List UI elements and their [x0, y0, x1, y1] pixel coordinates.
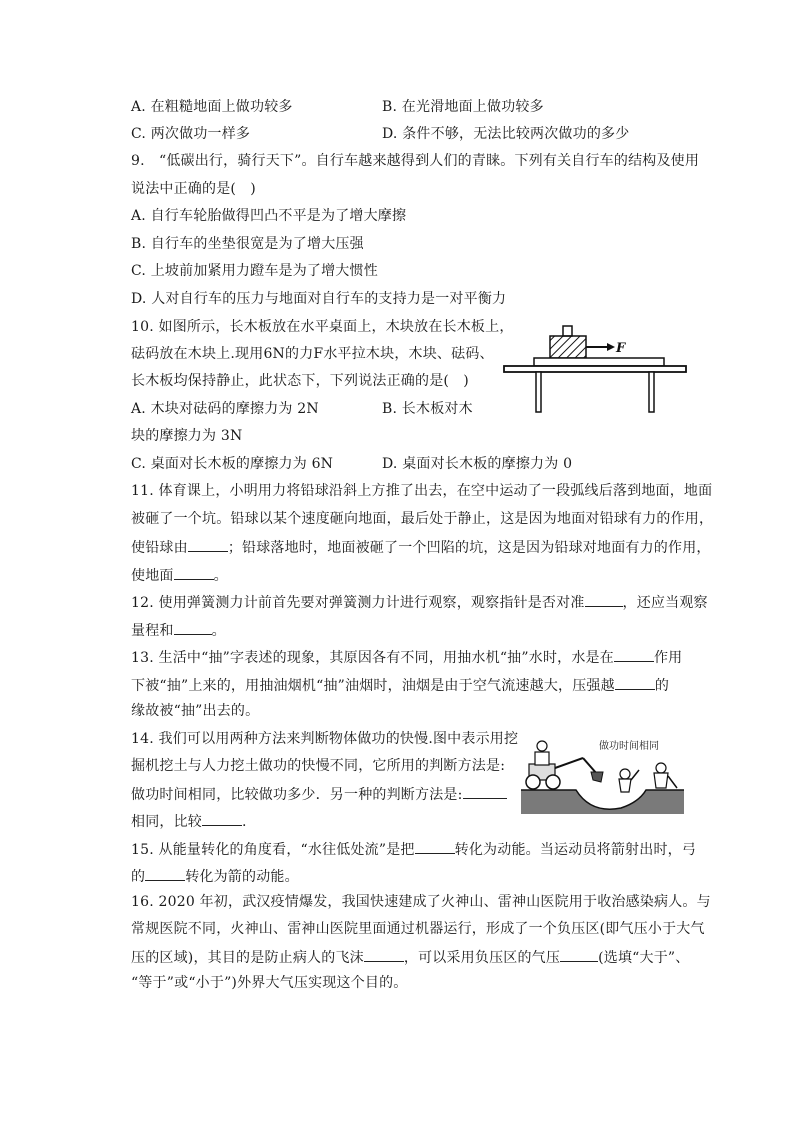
q15-blank-1[interactable]: [415, 839, 455, 854]
q8-option-c: C. 两次做功一样多: [131, 126, 251, 142]
q12-line-1: 12. 使用弹簧测力计前首先要对弹簧测力计进行观察，观察指针是否对准 ，还应当观察: [131, 592, 708, 612]
q9-stem-line-2: 说法中正确的是( ): [131, 181, 256, 197]
q11-line-1: 11. 体育课上，小明用力将铅球沿斜上方推了出去，在空中运动了一段弧线后落到地面，地面: [131, 483, 713, 499]
q10-option-a: A. 木块对砝码的摩擦力为 2N: [131, 401, 319, 417]
q14-line-3: 做功时间相同，比较做功多少．另一种的判断方法是:: [131, 784, 507, 804]
q14-line-2: 掘机挖土与人力挖土做功的快慢不同，它所用的判断方法是:: [131, 758, 506, 774]
block-shape: [550, 336, 586, 358]
q16-line-3: 压的区域)，其目的是防止病人的飞沫 ，可以采用负压区的气压 (选填“大于”、: [131, 947, 689, 967]
q10-option-d: D. 桌面对长木板的摩擦力为 0: [382, 456, 573, 472]
q16-line-2: 常规医院不同，火神山、雷神山医院里面通过机器运行，形成了一个负压区(即气压小于大气: [131, 921, 705, 937]
q13-line-2: 下被“抽”上来的，用抽油烟机“抽”油烟时，油烟是由于空气流速越大，压强越 的: [131, 675, 669, 695]
q8-option-b: B. 在光滑地面上做功较多: [382, 99, 544, 115]
q11-line-4: 使地面 。: [131, 565, 228, 585]
q8-option-a: A. 在粗糙地面上做功较多: [131, 99, 293, 115]
q10-option-c: C. 桌面对长木板的摩擦力为 6N: [131, 456, 334, 472]
q9-option-b: B. 自行车的坐垫很宽是为了增大压强: [131, 236, 364, 252]
q15-line-2: 的 转化为箭的动能。: [131, 866, 299, 886]
q11-line-2: 被砸了一个坑。铅球以某个速度砸向地面，最后处于静止，这是因为地面对铅球有力的作用，: [131, 511, 714, 527]
table-leg-right: [649, 372, 654, 412]
q13-blank-2[interactable]: [615, 675, 655, 690]
q11-line-3: 使铅球由 ；铅球落地时，地面被砸了一个凹陷的坑，这是因为铅球对地面有力的作用，: [131, 537, 711, 557]
q12-blank-2[interactable]: [174, 620, 212, 635]
q10-board-figure: [500, 322, 690, 414]
q14-line-1: 14. 我们可以用两种方法来判断物体做功的快慢.图中表示用挖: [131, 731, 519, 747]
q10-option-b-line-2: 块的摩擦力为 3N: [131, 428, 243, 444]
q16-line-1: 16. 2020 年初，武汉疫情爆发，我国快速建成了火神山、雷神山医院用于收治感染病人。与: [131, 894, 711, 910]
q12-blank-1[interactable]: [585, 592, 623, 607]
q14-blank-2[interactable]: [202, 811, 242, 826]
q11-blank-1[interactable]: [188, 537, 228, 552]
q9-option-a: A. 自行车轮胎做得凹凸不平是为了增大摩擦: [131, 208, 407, 224]
q9-stem-line-1: 9. “低碳出行，骑行天下”。自行车越来越得到人们的青睐。下列有关自行车的结构及使用: [131, 153, 700, 169]
weight-shape: [563, 326, 572, 336]
q15-blank-2[interactable]: [145, 866, 185, 881]
q12-line-2: 量程和 。: [131, 620, 226, 640]
q14-line-4: 相同，比较 .: [131, 811, 247, 831]
q14-digging-figure: [521, 722, 684, 814]
q10-stem-line-3: 长木板均保持静止，此状态下，下列说法正确的是( ): [131, 373, 469, 389]
q15-line-1: 15. 从能量转化的角度看，“水往低处流”是把 转化为动能。当运动员将箭射出时，弓: [131, 839, 696, 859]
q16-blank-2[interactable]: [560, 947, 598, 962]
q9-option-d: D. 人对自行车的压力与地面对自行车的支持力是一对平衡力: [131, 291, 507, 307]
q13-blank-1[interactable]: [614, 647, 654, 662]
q9-option-c: C. 上坡前加紧用力蹬车是为了增大惯性: [131, 263, 378, 279]
q14-blank-1[interactable]: [463, 784, 507, 799]
q11-blank-2[interactable]: [174, 565, 214, 580]
table-top-shape: [504, 366, 686, 372]
q16-line-4: “等于”或“小于”)外界大气压实现这个目的。: [131, 975, 408, 991]
q13-line-3: 缘故被“抽”出去的。: [131, 703, 260, 719]
force-label: F: [616, 341, 626, 356]
q10-option-b-line-1: B. 长木板对木: [382, 401, 473, 417]
q10-stem-line-1: 10. 如图所示，长木板放在水平桌面上，木块放在长木板上，: [131, 319, 514, 335]
table-leg-left: [536, 372, 541, 412]
q8-option-d: D. 条件不够，无法比较两次做功的多少: [382, 126, 630, 142]
long-board-shape: [534, 358, 664, 366]
q10-stem-line-2: 砝码放在木块上.现用6N的力F水平拉木块，木块、砝码、: [131, 346, 494, 362]
q16-blank-1[interactable]: [364, 947, 404, 962]
q14-figure-caption: 做功时间相同: [599, 741, 659, 752]
q13-line-1: 13. 生活中“抽”字表述的现象，其原因各有不同，用抽水机“抽”水时，水是在 作用: [131, 647, 682, 667]
